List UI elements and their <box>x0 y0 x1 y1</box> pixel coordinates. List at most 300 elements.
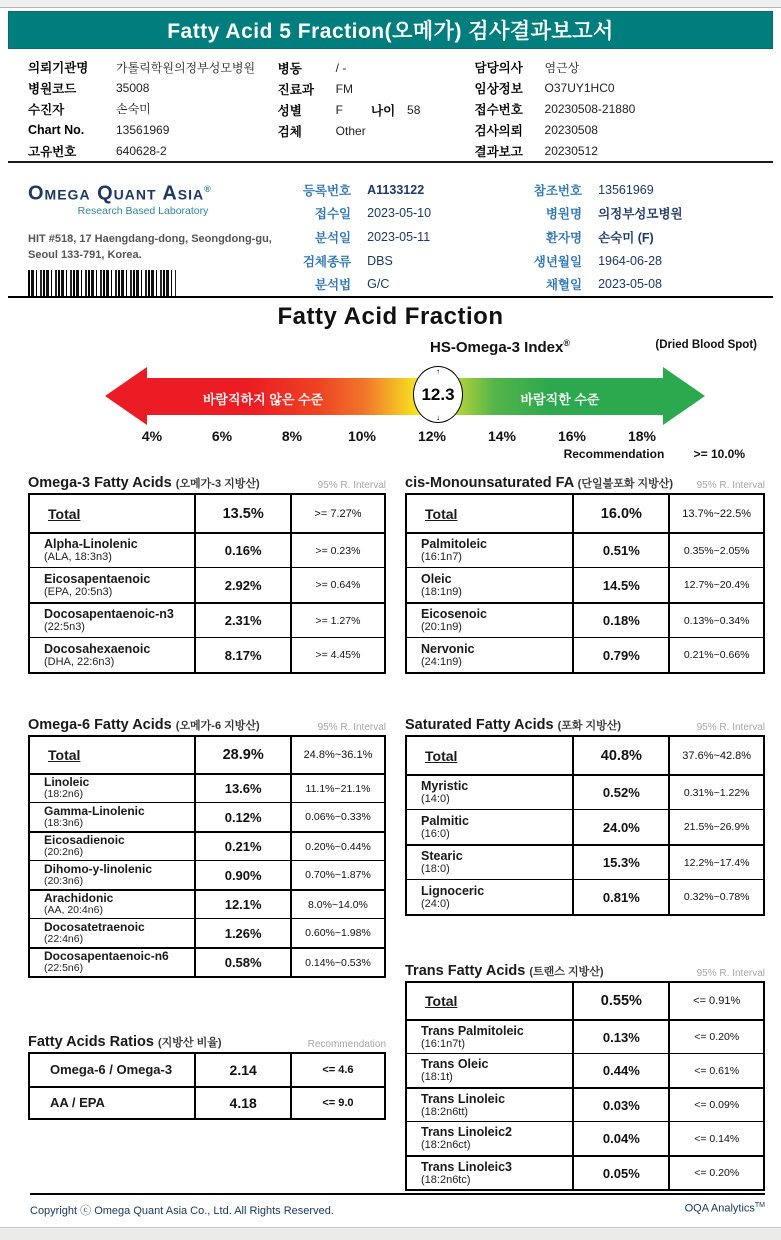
fatty-acid-name-cell <box>407 737 574 774</box>
result-value: 2.92% <box>196 568 292 602</box>
table-row <box>30 637 384 672</box>
fatty-acid-name: Total <box>425 747 458 764</box>
reference-interval: <= 0.61% <box>694 1064 740 1077</box>
fatty-acid-name-cell <box>30 775 196 802</box>
field-label: 성별 <box>277 103 302 118</box>
fatty-acid-name: Linoleic <box>44 775 90 790</box>
gauge-tick-label: 14% <box>487 428 517 444</box>
info-row <box>516 272 753 296</box>
result-value: 13.5% <box>196 495 292 532</box>
info-row <box>475 119 753 140</box>
reference-interval: <= 0.20% <box>694 1031 740 1043</box>
reference-interval: 24.8%~36.1% <box>303 749 373 761</box>
sample-type-label: (Dried Blood Spot) <box>655 339 757 351</box>
fatty-acid-name: Nervonic <box>421 641 475 656</box>
info-row <box>279 225 516 249</box>
fatty-acid-notation: (20:3n6) <box>44 874 84 887</box>
field-value: Other <box>335 123 366 138</box>
brand-text: OQA Analytics™ <box>684 1202 765 1215</box>
fatty-acid-notation: (16:0) <box>421 827 450 840</box>
reference-interval: <= 0.09% <box>694 1099 740 1111</box>
gauge-value-marker <box>413 366 463 423</box>
tables-left-column <box>28 465 386 1191</box>
fatty-acid-notation: (14:0) <box>421 793 450 805</box>
field-value: 13561969 <box>116 122 170 137</box>
fatty-acid-name: Lignoceric <box>421 883 485 898</box>
table-row <box>407 567 763 602</box>
info-row <box>279 272 516 296</box>
field-label: 검체 <box>277 124 302 139</box>
saturated-table-head <box>405 707 765 735</box>
registered-mark-icon: ® <box>563 338 570 348</box>
result-value: 0.55% <box>574 983 670 1019</box>
gauge-tick-label: 16% <box>557 428 587 444</box>
gauge-tick-label: 6% <box>211 428 233 444</box>
fatty-acid-notation: (18:3n6) <box>44 816 84 829</box>
fatty-acid-notation: (16:1n7) <box>421 551 462 563</box>
gauge-tick-label: 8% <box>281 428 303 444</box>
table-row <box>407 844 763 879</box>
field-label: 의뢰기관명 <box>28 61 89 76</box>
fatty-acid-name: Oleic <box>421 571 452 586</box>
result-value: 0.18% <box>574 604 670 637</box>
fatty-acid-name-cell <box>407 638 574 672</box>
table-row <box>407 602 763 637</box>
info-row <box>516 202 753 226</box>
fatty-acid-name: Docosatetraenoic <box>44 919 145 934</box>
fatty-acid-notation: (EPA, 20:5n3) <box>44 585 113 598</box>
fatty-acid-notation: (24:0) <box>421 897 450 910</box>
gauge-desirable-label: 바람직한 수준 <box>520 392 600 407</box>
fatty-acid-name: Stearic <box>421 849 463 863</box>
report-title: Fatty Acid 5 Fraction(오메가) 검사결과보고서 <box>167 20 614 43</box>
trans-table-block <box>405 953 765 1191</box>
reference-interval: 37.6%~42.8% <box>682 749 752 762</box>
result-tables <box>28 465 765 1191</box>
fatty-acid-name: Alpha-Linolenic <box>44 537 138 551</box>
field-label: 병원명 <box>545 207 583 222</box>
reference-interval: 0.13%~0.34% <box>683 614 750 627</box>
field-value: 20230512 <box>544 143 598 158</box>
gauge-value: 12.3 <box>421 384 455 404</box>
info-row <box>475 99 753 120</box>
saturated-table-block <box>405 707 765 916</box>
fatty-acid-name: Total <box>48 505 81 522</box>
gauge-right-arrowhead-icon <box>663 367 705 425</box>
fatty-acid-name: Trans Linoleic2 <box>421 1125 513 1139</box>
patient-info-col1 <box>28 57 278 161</box>
omega3-table-title: Omega-3 Fatty Acids (오메가-3 지방산) <box>28 475 260 491</box>
reference-interval: 0.20%~0.44% <box>305 840 371 853</box>
fatty-acid-name-cell <box>30 891 196 918</box>
patient-info-block <box>8 55 773 163</box>
omega3-table <box>28 493 386 674</box>
reference-interval: >= 1.27% <box>315 614 361 627</box>
result-value: 1.26% <box>196 919 292 947</box>
field-label: 담당의사 <box>474 61 523 76</box>
field-label: 등록번호 <box>302 183 352 198</box>
field-label: 환자명 <box>545 230 583 245</box>
info-row <box>278 99 475 120</box>
fatty-acid-name: Omega-6 / Omega-3 <box>50 1062 173 1077</box>
field-value: FM <box>335 81 353 96</box>
field-label: 검체종류 <box>302 254 352 269</box>
field-value: 58 <box>407 102 421 117</box>
table-row <box>407 737 763 774</box>
interval-header: 95% R. Interval <box>317 722 386 733</box>
field-value: 손숙미 <box>116 102 151 117</box>
reference-interval: 0.21%~0.66% <box>683 649 750 661</box>
fatty-acid-name: Dihomo-y-linolenic <box>44 861 152 876</box>
field-label: 임상정보 <box>474 82 523 97</box>
fatty-acid-name-cell <box>407 846 574 879</box>
field-label: 병원코드 <box>28 82 77 97</box>
fatty-acid-name: Trans Oleic <box>421 1057 489 1071</box>
reference-interval: <= 0.14% <box>694 1132 740 1145</box>
fatty-acid-name-cell <box>407 604 574 637</box>
saturated-table <box>405 735 765 916</box>
fatty-acid-name-cell <box>30 919 196 947</box>
fatty-acid-name-cell <box>407 776 574 809</box>
registered-mark-icon: ® <box>204 184 212 194</box>
table-row <box>30 773 384 802</box>
fatty-acid-notation: (18:2n6ct) <box>421 1139 471 1151</box>
fatty-acid-name: Docosapentaenoic-n6 <box>44 949 169 964</box>
monounsaturated-table-head <box>405 465 765 493</box>
result-value: 0.03% <box>574 1089 670 1121</box>
table-row <box>407 1155 763 1189</box>
field-value: DBS <box>367 253 393 268</box>
table-row <box>407 1053 763 1087</box>
fatty-acid-notation: (18:2n6) <box>44 788 84 801</box>
gauge-tick-label: 18% <box>627 428 657 444</box>
result-value: 0.44% <box>574 1054 670 1087</box>
field-label: 접수번호 <box>474 102 523 117</box>
info-row <box>278 120 475 141</box>
lab-address-line2: Seoul 133-791, Korea. <box>28 248 142 261</box>
fatty-acid-name-cell <box>30 861 196 889</box>
fatty-acid-notation: (22:4n6) <box>44 932 84 945</box>
result-value: 2.14 <box>196 1054 292 1086</box>
result-value: 0.21% <box>196 833 292 860</box>
gauge-tick-scale <box>117 428 677 444</box>
ratios-table <box>28 1052 386 1120</box>
marker-up-arrow-icon: ↑ <box>436 367 440 376</box>
field-value: A1133122 <box>367 182 425 197</box>
result-value: 0.51% <box>574 534 670 567</box>
lab-address <box>28 231 279 263</box>
fatty-acid-name-cell <box>407 1157 574 1189</box>
fatty-acid-name-cell <box>407 1089 574 1121</box>
info-row <box>516 249 753 273</box>
result-value: 0.13% <box>574 1021 670 1053</box>
fatty-acid-notation: (18:2n6tt) <box>421 1105 469 1118</box>
table-row <box>30 802 384 831</box>
reference-interval: >= 0.64% <box>315 579 361 591</box>
table-row <box>30 1054 384 1086</box>
table-row <box>30 860 384 889</box>
trans-table <box>405 981 765 1191</box>
field-value: 염근상 <box>544 60 580 75</box>
table-row <box>407 879 763 914</box>
field-value: 손숙미 (F) <box>598 230 654 245</box>
info-row <box>516 178 753 202</box>
gauge-tick-label: 10% <box>347 428 377 444</box>
fatty-acid-name-cell <box>407 568 574 602</box>
result-value: 0.12% <box>196 803 292 831</box>
result-value: 14.5% <box>574 568 670 602</box>
omega6-table <box>28 735 386 978</box>
fatty-acid-name-cell <box>30 737 196 773</box>
table-row <box>407 983 763 1019</box>
report-title-banner <box>8 11 773 49</box>
table-row <box>30 495 384 532</box>
reference-interval: 21.5%~26.9% <box>683 821 750 833</box>
fatty-acid-name-cell <box>30 638 196 672</box>
gauge-left-arrowhead-icon <box>105 367 147 425</box>
footer <box>30 1193 765 1218</box>
lab-logo-text: Omega Quant Asia <box>28 182 205 205</box>
recommendation-line <box>564 447 745 461</box>
field-label: 검사의뢰 <box>474 123 523 138</box>
info-row <box>279 202 516 226</box>
reference-interval: 0.14%~0.53% <box>305 956 371 969</box>
reference-interval: >= 0.23% <box>315 544 361 557</box>
result-value: 0.04% <box>574 1122 670 1155</box>
ratios-table-block <box>28 1024 386 1120</box>
table-row <box>30 532 384 567</box>
field-value: O37UY1HC0 <box>544 81 615 96</box>
fatty-acid-name: Gamma-Linolenic <box>44 803 145 818</box>
reference-interval: 0.31%~1.22% <box>683 786 750 799</box>
field-label: 생년월일 <box>533 254 583 269</box>
table-row <box>407 637 763 672</box>
lab-logo <box>28 178 279 205</box>
fatty-acid-name: Myristic <box>421 779 469 793</box>
reference-interval: >= 7.27% <box>314 507 362 520</box>
top-strip <box>0 0 781 8</box>
info-row <box>475 57 753 78</box>
result-value: 0.05% <box>574 1157 670 1189</box>
monounsaturated-table-block <box>405 465 765 674</box>
table-row <box>407 1121 763 1155</box>
ratios-table-head <box>28 1024 386 1052</box>
reference-interval: 0.70%~1.87% <box>305 869 371 881</box>
result-value: 8.17% <box>196 638 292 672</box>
info-row <box>28 57 278 78</box>
table-row <box>30 602 384 637</box>
table-row <box>30 831 384 860</box>
fatty-acid-name-cell <box>407 880 574 914</box>
omega6-table-block <box>28 707 386 978</box>
fatty-acid-name: Docosahexaenoic <box>44 641 151 656</box>
fatty-acid-name-cell <box>407 495 574 532</box>
fatty-acid-notation: (AA, 20:4n6) <box>44 904 103 917</box>
table-row <box>407 495 763 532</box>
info-row <box>279 178 516 202</box>
field-value: 640628-2 <box>116 143 167 158</box>
result-value: 16.0% <box>574 495 670 532</box>
bottom-strip <box>0 1227 781 1240</box>
field-label: 채혈일 <box>545 278 583 293</box>
fatty-acid-name: AA / EPA <box>50 1095 105 1110</box>
fatty-acid-name-cell <box>30 604 196 637</box>
field-value: / - <box>335 60 347 75</box>
fatty-acid-name: Eicosapentaenoic <box>44 571 151 586</box>
fatty-acid-name-cell <box>30 495 196 532</box>
result-value: 0.16% <box>196 534 292 567</box>
gauge-tick-label: 4% <box>141 428 163 444</box>
reference-interval: 12.7%~20.4% <box>683 579 750 591</box>
field-label: 참조번호 <box>533 183 583 198</box>
fatty-acid-notation: (18:1n9) <box>421 585 462 598</box>
result-value: 0.79% <box>574 638 670 672</box>
result-value: 15.3% <box>574 846 670 879</box>
result-value: 0.58% <box>196 949 292 976</box>
field-value: 2023-05-11 <box>367 229 431 244</box>
result-value: 12.1% <box>196 891 292 918</box>
fatty-acid-notation: (22:5n3) <box>44 621 85 633</box>
fatty-acid-name-cell <box>407 983 574 1019</box>
field-label: 접수일 <box>314 207 352 222</box>
fatty-acid-name-cell <box>30 534 196 567</box>
fatty-acid-notation: (24:1n9) <box>421 655 462 668</box>
reference-interval: 0.06%~0.33% <box>305 811 371 823</box>
table-row <box>407 532 763 567</box>
lab-info-col2 <box>516 178 753 296</box>
fatty-acid-name: Total <box>425 993 458 1009</box>
result-value: 28.9% <box>196 737 292 773</box>
table-row <box>30 1086 384 1118</box>
omega6-table-head <box>28 707 386 735</box>
reference-interval: 13.7%~22.5% <box>682 507 752 520</box>
result-value: 2.31% <box>196 604 292 637</box>
field-label: 분석일 <box>314 230 352 245</box>
info-row <box>279 249 516 273</box>
recommendation-value: >= 10.0% <box>693 447 745 461</box>
field-value: 1964-06-28 <box>598 253 663 268</box>
copyright-text: Copyright ⓒ Omega Quant Asia Co., Ltd. All Rights Reserved. <box>30 1205 334 1217</box>
fatty-acid-notation: (18:2n6tc) <box>421 1173 471 1186</box>
interval-header: 95% R. Interval <box>696 968 765 979</box>
table-row <box>30 889 384 918</box>
interval-header: 95% R. Interval <box>317 480 386 491</box>
fatty-acid-name-cell <box>30 803 196 831</box>
field-value: 20230508 <box>544 122 598 137</box>
info-row <box>278 78 475 99</box>
gauge-undesirable-label: 바람직하지 않은 수준 <box>202 392 324 407</box>
field-label: 분석법 <box>314 278 352 293</box>
result-value: 0.81% <box>574 880 670 914</box>
trans-table-title: Trans Fatty Acids (트랜스 지방산) <box>405 963 604 979</box>
result-value: 13.6% <box>196 775 292 802</box>
fatty-acid-notation: (DHA, 22:6n3) <box>44 655 115 668</box>
section-title: Fatty Acid Fraction <box>277 303 504 330</box>
saturated-table-title: Saturated Fatty Acids (포화 지방산) <box>405 717 622 733</box>
field-value: F <box>335 102 344 117</box>
fatty-acid-name: Total <box>48 746 81 763</box>
field-label: 나이 <box>371 103 396 118</box>
fatty-acid-name-cell <box>30 949 196 976</box>
omega3-table-head <box>28 465 386 493</box>
fatty-acid-name: Eicosadienoic <box>44 833 125 848</box>
fatty-acid-name: Arachidonic <box>44 891 114 906</box>
result-value: 24.0% <box>574 810 670 844</box>
field-value: 가톨릭학원의정부성모병원 <box>116 60 256 75</box>
lab-identity <box>28 178 279 296</box>
field-label: 고유번호 <box>28 144 77 159</box>
table-row <box>30 918 384 947</box>
barcode-icon <box>28 270 176 296</box>
fatty-acid-name: Eicosenoic <box>421 607 487 621</box>
patient-info-col2 <box>278 57 475 161</box>
info-row <box>28 140 278 161</box>
fatty-acid-name-cell <box>30 833 196 860</box>
info-row <box>278 57 475 78</box>
table-row <box>30 737 384 773</box>
field-value: 35008 <box>116 81 150 96</box>
fatty-acid-name: Palmitic <box>421 813 469 828</box>
reference-interval: 0.35%~2.05% <box>683 544 750 557</box>
field-value: 20230508-21880 <box>544 101 636 116</box>
reference-interval: 11.1%~21.1% <box>305 782 371 795</box>
info-row <box>475 140 753 161</box>
fatty-acid-name-cell <box>407 810 574 844</box>
field-value: 2023-05-10 <box>367 206 432 221</box>
lab-info-block <box>8 170 773 298</box>
reference-interval: <= 9.0 <box>322 1097 354 1109</box>
table-row <box>407 1087 763 1121</box>
lab-info-col1 <box>279 178 516 296</box>
omega3-table-block <box>28 465 386 674</box>
field-value: 13561969 <box>598 182 654 197</box>
table-row <box>30 567 384 602</box>
result-value: 40.8% <box>574 737 670 774</box>
recommendation-label: Recommendation <box>563 447 665 461</box>
field-label: 병동 <box>277 61 302 76</box>
field-value: G/C <box>367 277 390 292</box>
interval-header: 95% R. Interval <box>696 480 765 491</box>
info-row <box>28 78 278 99</box>
field-label: 결과보고 <box>474 144 523 159</box>
field-label: Chart No. <box>28 122 85 137</box>
omega3-index-gauge <box>0 335 781 465</box>
fatty-acid-notation: (20:2n6) <box>44 846 84 859</box>
result-value: 0.90% <box>196 861 292 889</box>
reference-interval: 0.60%~1.98% <box>305 927 371 939</box>
field-value: 의정부성모병원 <box>598 207 683 222</box>
info-row <box>516 225 753 249</box>
result-value: 0.52% <box>574 776 670 809</box>
lab-address-line1: HIT #518, 17 Haengdang-dong, Seongdong-gu, <box>28 232 272 245</box>
fatty-acid-name: Trans Palmitoleic <box>421 1023 524 1038</box>
table-row <box>407 774 763 809</box>
trans-table-head <box>405 953 765 981</box>
reference-interval: 8.0%~14.0% <box>308 898 368 911</box>
field-label: 진료과 <box>277 82 314 97</box>
patient-info-col3 <box>475 57 753 161</box>
gauge-tick-label: 12% <box>417 428 447 444</box>
monounsaturated-table-title: cis-Monounsaturated FA (단일불포화 지방산) <box>405 475 674 491</box>
fatty-acid-name-cell <box>407 534 574 567</box>
reference-interval: >= 4.45% <box>315 649 361 661</box>
fatty-acid-name-cell <box>407 1021 574 1053</box>
fatty-acid-notation: (16:1n7t) <box>421 1037 466 1050</box>
reference-interval: 12.2%~17.4% <box>683 856 750 869</box>
fatty-acid-notation: (18:0) <box>421 863 450 875</box>
fatty-acid-name: Trans Linoleic3 <box>421 1159 513 1174</box>
result-value: 4.18 <box>196 1088 292 1118</box>
